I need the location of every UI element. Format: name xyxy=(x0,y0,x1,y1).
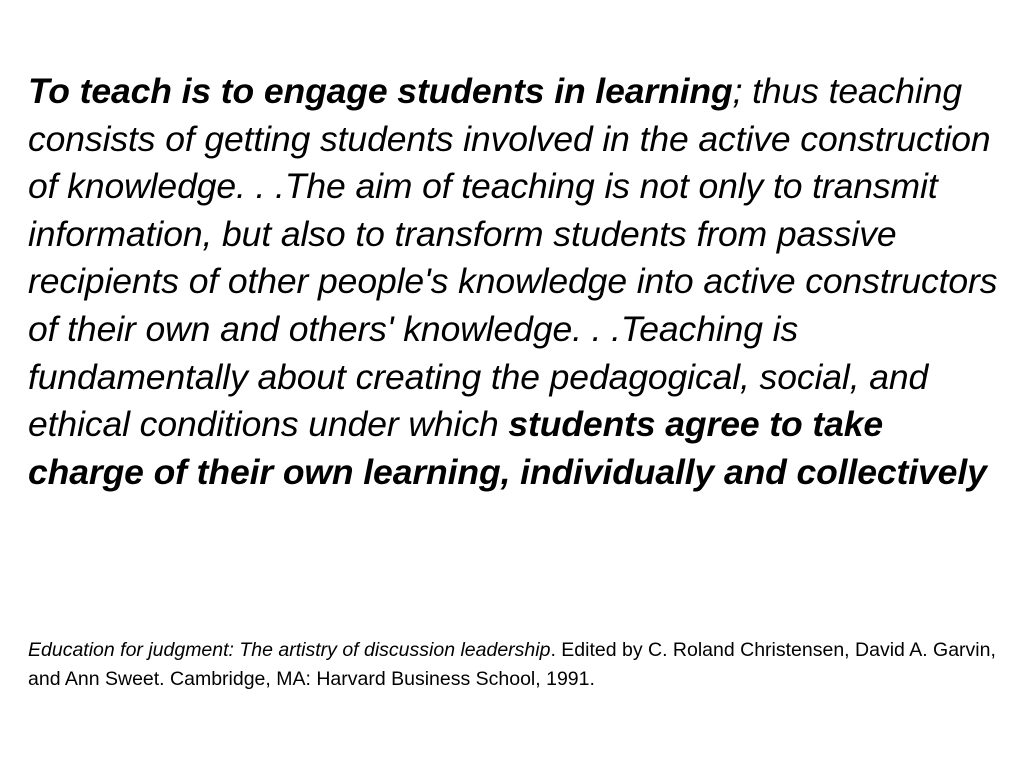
quote-lead-emphasis: To teach is to engage students in learning xyxy=(28,71,733,111)
quote-paragraph xyxy=(28,68,1003,496)
quote-body-text: ; thus teaching consists of getting students involved in the active construction of knowledge. . .The aim of teaching is not only to transmit information, but also to transform students from passive recipients of other people's knowledge into active constructors of their own and others' knowledge. . .Teaching is fundamentally about creating the pedagogical, social, and ethical conditions under which xyxy=(28,71,998,445)
quote-closing-emphasis: students agree to take charge of their own learning, individually and collectively xyxy=(28,404,987,492)
citation xyxy=(28,636,1018,694)
citation-details: . Edited by C. Roland Christensen, David A. Garvin, and Ann Sweet. Cambridge, MA: Harvard Business School, 1991. xyxy=(28,639,996,690)
citation-book-title: Education for judgment: The artistry of discussion leadership xyxy=(28,639,551,661)
